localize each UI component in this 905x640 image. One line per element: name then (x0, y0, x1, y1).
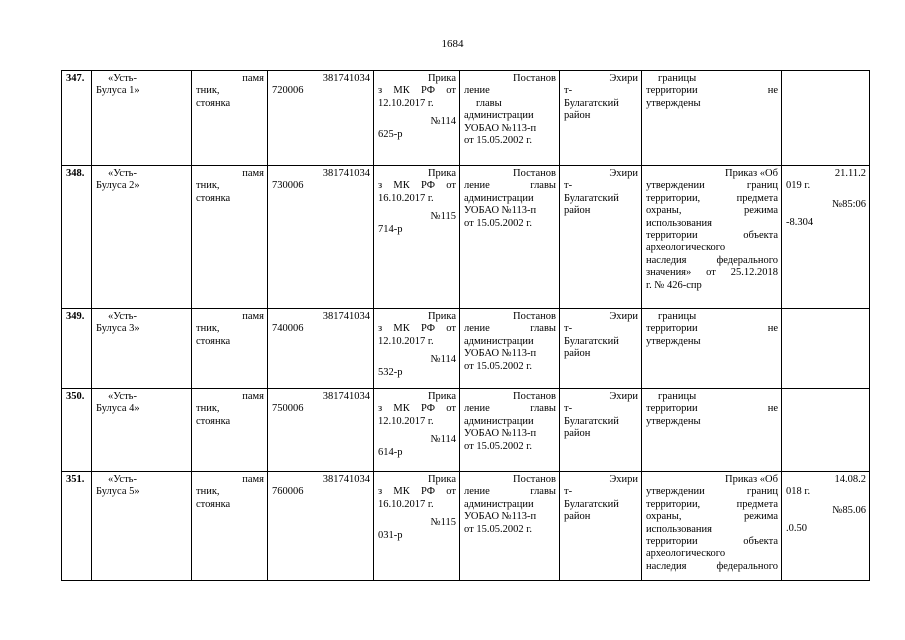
boundaries-cell: границы территории не утверждены (642, 71, 782, 166)
table-row (62, 71, 870, 166)
object-type-cell: памя тник, стоянка (192, 166, 268, 309)
row-number: 350. (62, 389, 92, 472)
page-number: 1684 (441, 38, 464, 50)
registration-cell: 14.08.2 018 г. №85.06 .0.50 (782, 472, 870, 581)
object-name-cell: «Усть- Булуса 1» (92, 71, 192, 166)
registry-number-cell: 381741034 720006 (268, 71, 374, 166)
table-row (62, 166, 870, 309)
object-name-cell: «Усть- Булуса 5» (92, 472, 192, 581)
boundaries-cell: границы территории не утверждены (642, 389, 782, 472)
decree-cell: Постанов ление главы администрации УОБАО №113-п от 15.05.2002 г. (460, 389, 560, 472)
district-cell: Эхири т- Булагатский район (560, 309, 642, 389)
table-row (62, 472, 870, 581)
district-cell: Эхири т- Булагатский район (560, 166, 642, 309)
registry-number-cell: 381741034 760006 (268, 472, 374, 581)
object-name-cell: «Усть- Булуса 4» (92, 389, 192, 472)
object-name-cell: «Усть- Булуса 3» (92, 309, 192, 389)
object-type-cell: памя тник, стоянка (192, 71, 268, 166)
decree-cell: Постанов ление главы администрации УОБАО №113-п от 15.05.2002 г. (460, 309, 560, 389)
registration-cell: 21.11.2 019 г. №85:06 -8.304 (782, 166, 870, 309)
boundaries-cell: Приказ «Об утверждении границ территории, предмета охраны, режима использования территории объекта археологического наследия федерального значения» от 25.12.2018 г. № 426-спр (642, 166, 782, 309)
ministry-order-cell: Прика з МК РФ от 16.10.2017 г. №115 031-р (374, 472, 460, 581)
boundaries-cell: Приказ «Об утверждении границ территории, предмета охраны, режима использования территории объекта археологического наследия федерального (642, 472, 782, 581)
object-type-cell: памя тник, стоянка (192, 472, 268, 581)
table-row (62, 309, 870, 389)
ministry-order-cell: Прика з МК РФ от 12.10.2017 г. №114 614-р (374, 389, 460, 472)
district-cell: Эхири т- Булагатский район (560, 472, 642, 581)
object-name-cell: «Усть- Булуса 2» (92, 166, 192, 309)
decree-cell: Постанов ление главы администрации УОБАО №113-п от 15.05.2002 г. (460, 166, 560, 309)
row-number: 347. (62, 71, 92, 166)
row-number: 351. (62, 472, 92, 581)
heritage-register-table (61, 70, 870, 581)
ministry-order-cell: Прика з МК РФ от 12.10.2017 г. №114 625-р (374, 71, 460, 166)
registry-number-cell: 381741034 750006 (268, 389, 374, 472)
registry-number-cell: 381741034 730006 (268, 166, 374, 309)
row-number: 349. (62, 309, 92, 389)
decree-cell: Постанов ление главы администрации УОБАО №113-п от 15.05.2002 г. (460, 472, 560, 581)
registration-cell (782, 309, 870, 389)
registry-number-cell: 381741034 740006 (268, 309, 374, 389)
object-type-cell: памя тник, стоянка (192, 389, 268, 472)
district-cell: Эхири т- Булагатский район (560, 389, 642, 472)
row-number: 348. (62, 166, 92, 309)
decree-cell: Постанов ление главы администрации УОБАО №113-п от 15.05.2002 г. (460, 71, 560, 166)
registration-cell (782, 71, 870, 166)
ministry-order-cell: Прика з МК РФ от 16.10.2017 г. №115 714-р (374, 166, 460, 309)
boundaries-cell: границы территории не утверждены (642, 309, 782, 389)
object-type-cell: памя тник, стоянка (192, 309, 268, 389)
registration-cell (782, 389, 870, 472)
ministry-order-cell: Прика з МК РФ от 12.10.2017 г. №114 532-р (374, 309, 460, 389)
district-cell: Эхири т- Булагатский район (560, 71, 642, 166)
table-row (62, 389, 870, 472)
